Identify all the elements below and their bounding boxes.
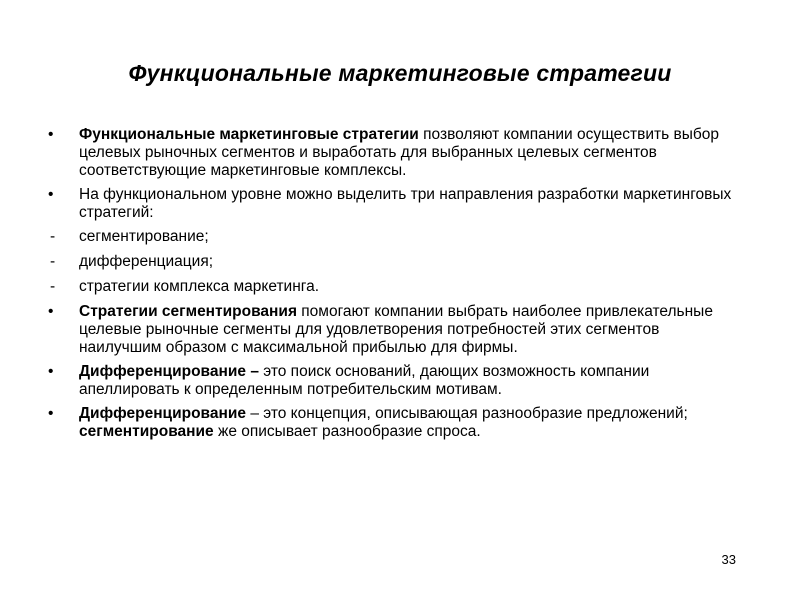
bullet-text-2: же описывает разнообразие спроса.	[213, 423, 481, 440]
dash-marker: -	[50, 228, 56, 245]
bullet-item-segmentation-strategies	[48, 303, 738, 357]
dash-marker: -	[50, 253, 56, 270]
bullet-bold-text-2: сегментирование	[79, 423, 214, 440]
dash-item-marketing-mix	[48, 278, 738, 296]
bullet-bold-text: Функциональные маркетинговые стратегии	[79, 126, 419, 143]
bullet-text: – это концепция, описывающая разнообразие предложений;	[246, 405, 688, 422]
bullet-marker: •	[48, 126, 54, 143]
bullet-bold-text: Стратегии сегментирования	[79, 303, 297, 320]
bullet-marker: •	[48, 303, 54, 320]
dash-item-segmentation	[48, 228, 738, 246]
bullet-item-three-directions	[48, 186, 738, 222]
bullet-bold-text: Дифференцирование	[79, 405, 247, 422]
dash-text: стратегии комплекса маркетинга.	[79, 278, 320, 295]
bullet-text: На функциональном уровне можно выделить три направления разработки маркетинговых стратегий:	[79, 186, 732, 221]
bullet-text: позволяют компании осуществить выбор целевых рыночных сегментов и выработать для выбранных целевых сегментов соответствующие маркетинговые комплексы.	[79, 126, 720, 179]
bullet-item-differentiation-concept	[48, 405, 738, 441]
bullet-marker: •	[48, 363, 54, 380]
dash-text: дифференциация;	[79, 253, 214, 270]
bullet-item-differentiation-definition	[48, 363, 738, 399]
bullet-text: помогают компании выбрать наиболее привлекательные целевые рыночные сегменты для удовлетворения потребностей этих сегментов наилучшим образом с максимальной прибылью для фирмы.	[79, 303, 713, 356]
dash-marker: -	[50, 278, 56, 295]
bullet-marker: •	[48, 186, 54, 203]
bullet-bold-text: Дифференцирование –	[79, 363, 259, 380]
dash-text: сегментирование;	[79, 228, 209, 245]
bullet-text: это поиск оснований, дающих возможность компании апеллировать к определенным потребительским мотивам.	[79, 363, 650, 398]
page-number: 33	[721, 552, 736, 567]
bullet-item-functional-strategies	[48, 126, 738, 180]
slide-title: Функциональные маркетинговые стратегии	[128, 60, 672, 86]
dash-item-differentiation	[48, 253, 738, 271]
bullet-list	[48, 126, 738, 447]
bullet-marker: •	[48, 405, 54, 422]
